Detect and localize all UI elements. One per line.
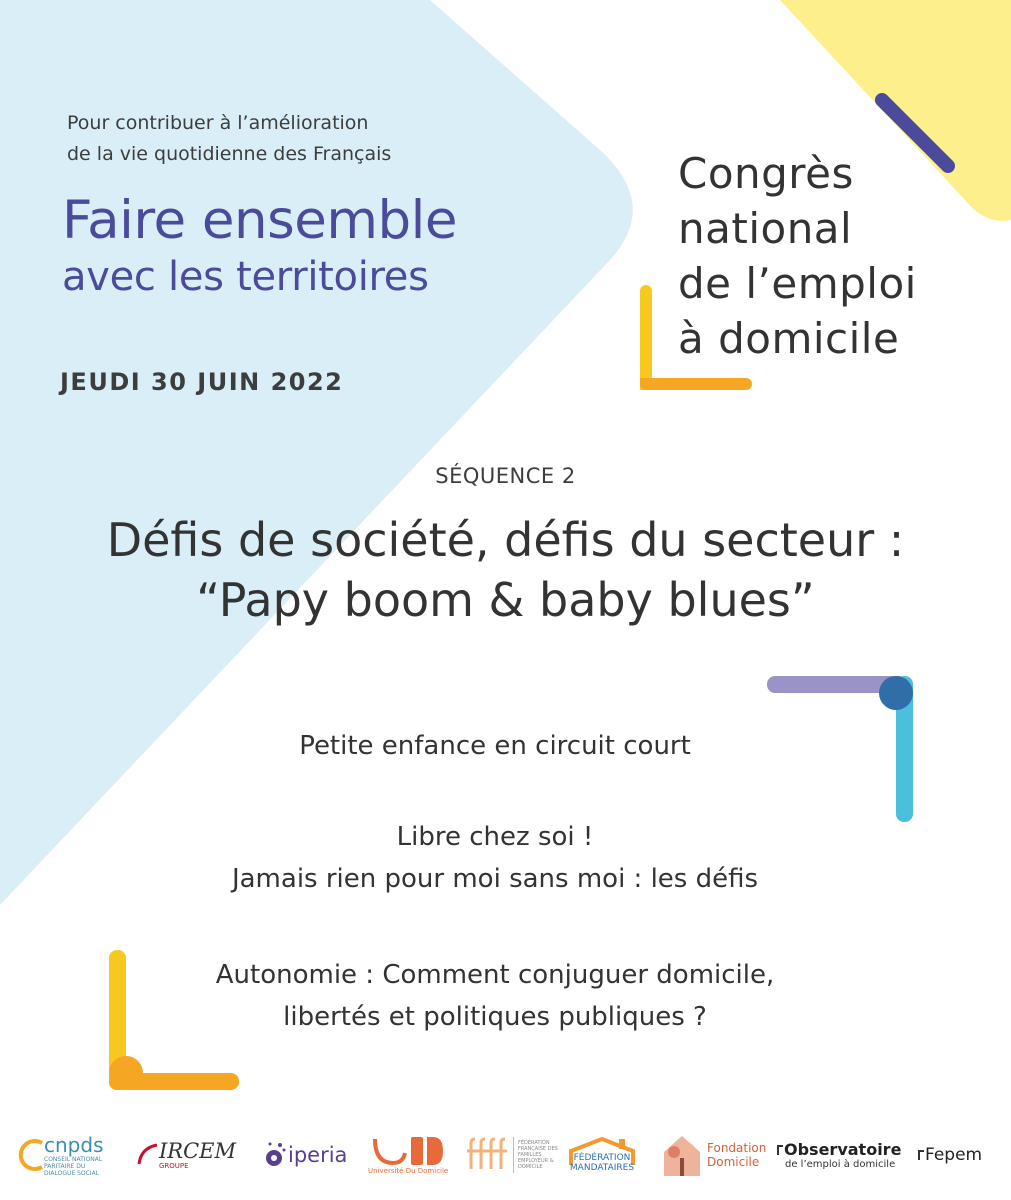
logo-line-4: à domicile [678, 314, 900, 363]
mandataires-label: MANDATAIRES [569, 1163, 635, 1173]
observatoire-name: Observatoire [784, 1140, 902, 1159]
bracket-corner [879, 676, 913, 710]
bracket-corner-bottom [109, 1056, 143, 1090]
federation-mandataires-logo [567, 1125, 637, 1185]
ircem-name: IRCEM [159, 1139, 237, 1163]
ircem-swoosh-icon [137, 1142, 159, 1168]
logo-line-3: de l’emploi [678, 259, 917, 308]
fepem-corner-icon [918, 1150, 924, 1160]
fondation-label-1: Fondation [707, 1141, 767, 1155]
partner-logos [0, 1125, 1011, 1185]
logo-bracket-vertical [640, 285, 652, 390]
headline-line-2: avec les territoires [62, 254, 429, 300]
ircem-logo [137, 1125, 236, 1185]
topic-3 [0, 954, 990, 1038]
tree-house-icon [660, 1132, 704, 1178]
sequence-label: SÉQUENCE 2 [435, 464, 576, 488]
cnpds-subtitle: CONSEIL NATIONAL PARITAIRE DU DIALOGUE SOCIAL [44, 1155, 103, 1177]
topic-1-line-1: Petite enfance en circuit court [299, 731, 691, 761]
topic-2 [0, 816, 990, 900]
universite-name: Université Du Domicile [368, 1167, 449, 1175]
intro-text [67, 108, 391, 170]
fondation-label-2: Domicile [707, 1155, 760, 1169]
fffe-logo [465, 1125, 572, 1185]
congres-logo-title [678, 146, 917, 366]
congres-logo [640, 140, 960, 400]
ircem-subtitle: GROUPE [159, 1162, 189, 1170]
topic-2-line-1: Libre chez soi ! [396, 822, 594, 852]
intro-line-1: Pour contribuer à l’amélioration [67, 112, 369, 134]
topic-1 [0, 725, 990, 767]
observatoire-corner-icon [777, 1145, 783, 1155]
fffe-letters-icon [465, 1137, 509, 1173]
observatoire-subtitle: de l’emploi à domicile [785, 1159, 896, 1170]
headline-line-1: Faire ensemble [62, 190, 457, 251]
fffe-subtitle: FÉDÉRATION FRANÇAISE DES FAMILLES EMPLOYEUR & DOMICILE [518, 1140, 558, 1170]
iperia-logo [262, 1125, 347, 1185]
federation-label: FÉDÉRATION [573, 1153, 631, 1163]
logo-bracket-horizontal [640, 378, 752, 390]
topic-2-line-2: Jamais rien pour moi sans moi : les défis [231, 864, 759, 894]
fepem-name: Fepem [925, 1145, 983, 1165]
fepem-logo [918, 1125, 982, 1185]
headline [62, 190, 457, 302]
event-date: JEUDI 30 JUIN 2022 [60, 368, 344, 396]
main-title-line-2: “Papy boom & baby blues” [196, 573, 815, 627]
main-title [0, 510, 1011, 630]
cnpds-name: cnpds [44, 1132, 104, 1157]
topic-3-line-2: libertés et politiques publiques ? [283, 1002, 707, 1032]
cnpds-logo [18, 1125, 114, 1185]
iperia-name: iperia [288, 1143, 348, 1167]
logo-line-1: Congrès [678, 149, 854, 198]
fondation-domicile-logo [660, 1125, 766, 1185]
main-title-line-1: Défis de société, défis du secteur : [106, 513, 905, 567]
intro-line-2: de la vie quotidienne des Français [67, 143, 392, 165]
iperia-flower-icon [262, 1140, 286, 1170]
topic-3-line-1: Autonomie : Comment conjuguer domicile, [215, 960, 775, 990]
universite-logo [368, 1125, 448, 1185]
logo-line-2: national [678, 204, 853, 253]
observatoire-logo [777, 1125, 901, 1185]
universite-shapes-icon [371, 1135, 445, 1167]
